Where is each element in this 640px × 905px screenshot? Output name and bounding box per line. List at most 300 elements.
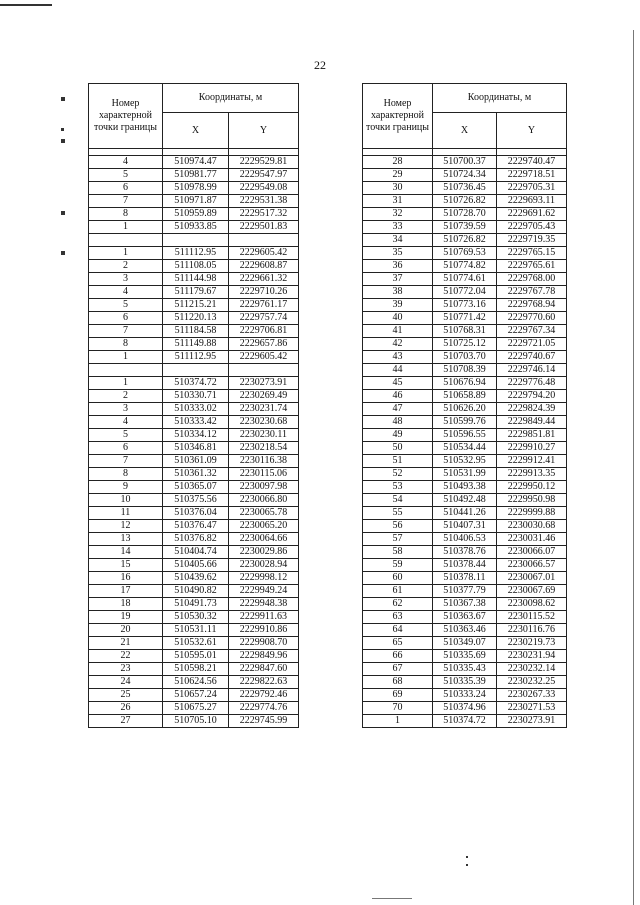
x-coordinate-cell: 510335.39 — [433, 676, 497, 689]
table-row — [363, 507, 567, 520]
x-coordinate-cell: 510724.34 — [433, 169, 497, 182]
x-coordinate-cell: 510404.74 — [163, 546, 229, 559]
table-row — [89, 429, 299, 442]
table-row — [89, 390, 299, 403]
table-row — [89, 182, 299, 195]
point-number-cell: 7 — [89, 455, 163, 468]
table-row — [89, 650, 299, 663]
y-coordinate-cell: 2230097.98 — [229, 481, 299, 494]
table-row — [363, 377, 567, 390]
point-number-cell: 56 — [363, 520, 433, 533]
table-row — [89, 507, 299, 520]
point-number-cell: 57 — [363, 533, 433, 546]
point-number-cell: 69 — [363, 689, 433, 702]
point-number-cell: 40 — [363, 312, 433, 325]
table-row — [89, 195, 299, 208]
y-coordinate-cell: 2229761.17 — [229, 299, 299, 312]
y-coordinate-cell: 2229608.87 — [229, 260, 299, 273]
point-number-cell: 26 — [89, 702, 163, 715]
x-coordinate-cell: 510596.55 — [433, 429, 497, 442]
scan-artifact-line — [0, 4, 52, 6]
point-number-cell: 5 — [89, 169, 163, 182]
x-coordinate-cell: 510768.31 — [433, 325, 497, 338]
point-number-cell: 46 — [363, 390, 433, 403]
y-coordinate-cell: 2229765.15 — [497, 247, 567, 260]
x-coordinate-cell: 510725.12 — [433, 338, 497, 351]
x-coordinate-cell: 510374.72 — [433, 715, 497, 728]
table-row — [89, 377, 299, 390]
table-row — [89, 689, 299, 702]
y-coordinate-cell: 2229998.12 — [229, 572, 299, 585]
table-row — [363, 260, 567, 273]
x-coordinate-cell: 510361.09 — [163, 455, 229, 468]
point-number-cell: 1 — [89, 247, 163, 260]
table-row — [89, 572, 299, 585]
table-row — [363, 481, 567, 494]
table-row — [89, 312, 299, 325]
point-number-cell: 55 — [363, 507, 433, 520]
y-coordinate-cell: 2229908.70 — [229, 637, 299, 650]
x-coordinate-cell: 510363.46 — [433, 624, 497, 637]
x-coordinate-cell: 510708.39 — [433, 364, 497, 377]
x-coordinate-cell: 510378.44 — [433, 559, 497, 572]
table-row — [89, 533, 299, 546]
table-row — [89, 364, 299, 377]
table-row — [363, 156, 567, 169]
point-number-cell: 32 — [363, 208, 433, 221]
y-coordinate-cell: 2230273.91 — [497, 715, 567, 728]
y-coordinate-cell: 2229851.81 — [497, 429, 567, 442]
x-coordinate-cell: 510658.89 — [433, 390, 497, 403]
y-coordinate-cell: 2229531.38 — [229, 195, 299, 208]
y-coordinate-cell: 2229949.24 — [229, 585, 299, 598]
table-row — [363, 286, 567, 299]
point-number-cell: 23 — [89, 663, 163, 676]
x-coordinate-cell: 510774.82 — [433, 260, 497, 273]
table-row — [89, 494, 299, 507]
table-row — [363, 520, 567, 533]
table-row — [89, 156, 299, 169]
table-row — [89, 247, 299, 260]
x-coordinate-cell: 510376.04 — [163, 507, 229, 520]
y-coordinate-cell: 2230066.07 — [497, 546, 567, 559]
x-coordinate-cell: 510378.11 — [433, 572, 497, 585]
table-row — [363, 195, 567, 208]
point-number-cell: 21 — [89, 637, 163, 650]
x-coordinate-cell — [163, 234, 229, 247]
coordinates-header: Координаты, м — [433, 84, 567, 113]
point-number-cell: 14 — [89, 546, 163, 559]
table-row — [89, 234, 299, 247]
table-row — [363, 702, 567, 715]
y-coordinate-cell: 2229767.78 — [497, 286, 567, 299]
y-coordinate-cell: 2230231.94 — [497, 650, 567, 663]
point-number-cell: 43 — [363, 351, 433, 364]
y-coordinate-cell: 2229691.62 — [497, 208, 567, 221]
x-coordinate-cell: 510405.66 — [163, 559, 229, 572]
y-coordinate-cell: 2230029.86 — [229, 546, 299, 559]
y-coordinate-cell: 2230232.14 — [497, 663, 567, 676]
table-row — [363, 689, 567, 702]
point-number-cell: 9 — [89, 481, 163, 494]
point-number-cell: 8 — [89, 468, 163, 481]
y-column-header: Y — [229, 113, 299, 149]
y-coordinate-cell: 2229710.26 — [229, 286, 299, 299]
y-coordinate-cell: 2229605.42 — [229, 247, 299, 260]
y-coordinate-cell: 2229847.60 — [229, 663, 299, 676]
coordinates-table-left — [88, 83, 299, 728]
x-coordinate-cell: 510981.77 — [163, 169, 229, 182]
x-coordinate-cell: 510532.61 — [163, 637, 229, 650]
point-number-cell: 13 — [89, 533, 163, 546]
point-number-cell — [89, 364, 163, 377]
scan-artifact-dot — [61, 211, 65, 215]
x-coordinate-cell: 510773.16 — [433, 299, 497, 312]
point-number-cell: 5 — [89, 299, 163, 312]
y-coordinate-cell: 2229719.35 — [497, 234, 567, 247]
y-coordinate-cell: 2230067.01 — [497, 572, 567, 585]
table-row — [363, 494, 567, 507]
table-row — [89, 702, 299, 715]
point-number-cell: 53 — [363, 481, 433, 494]
x-coordinate-cell: 510333.02 — [163, 403, 229, 416]
table-row — [89, 208, 299, 221]
scan-artifact-line — [372, 898, 412, 899]
table-row — [89, 663, 299, 676]
y-coordinate-cell — [229, 234, 299, 247]
point-number-cell: 51 — [363, 455, 433, 468]
y-coordinate-cell: 2229849.44 — [497, 416, 567, 429]
table-row — [89, 442, 299, 455]
x-coordinate-cell: 510361.32 — [163, 468, 229, 481]
point-number-cell: 31 — [363, 195, 433, 208]
point-number-cell: 12 — [89, 520, 163, 533]
x-coordinate-cell: 510974.47 — [163, 156, 229, 169]
point-number-cell: 6 — [89, 182, 163, 195]
table-row — [363, 182, 567, 195]
point-number-cell: 64 — [363, 624, 433, 637]
point-number-cell: 47 — [363, 403, 433, 416]
y-coordinate-cell: 2229657.86 — [229, 338, 299, 351]
point-number-cell: 34 — [363, 234, 433, 247]
table-row — [89, 624, 299, 637]
x-coordinate-cell: 510736.45 — [433, 182, 497, 195]
point-number-header: Номер характерной точки границы — [89, 84, 163, 149]
x-coordinate-cell: 510333.24 — [433, 689, 497, 702]
point-number-cell: 58 — [363, 546, 433, 559]
table-row — [363, 624, 567, 637]
x-column-header: X — [433, 113, 497, 149]
point-number-cell: 10 — [89, 494, 163, 507]
point-number-cell: 24 — [89, 676, 163, 689]
x-coordinate-cell: 510406.53 — [433, 533, 497, 546]
y-coordinate-cell: 2229767.34 — [497, 325, 567, 338]
point-number-cell: 22 — [89, 650, 163, 663]
table-row — [363, 585, 567, 598]
table-row — [363, 637, 567, 650]
point-number-cell: 11 — [89, 507, 163, 520]
table-row — [363, 650, 567, 663]
y-coordinate-cell: 2229768.94 — [497, 299, 567, 312]
point-number-cell: 5 — [89, 429, 163, 442]
point-number-cell: 1 — [89, 377, 163, 390]
x-coordinate-cell: 510598.21 — [163, 663, 229, 676]
table-row — [363, 715, 567, 728]
point-number-cell: 7 — [89, 195, 163, 208]
x-coordinate-cell: 510531.99 — [433, 468, 497, 481]
x-coordinate-cell: 510493.38 — [433, 481, 497, 494]
y-coordinate-cell: 2230031.46 — [497, 533, 567, 546]
point-number-cell: 39 — [363, 299, 433, 312]
table-row — [89, 325, 299, 338]
point-number-cell: 3 — [89, 273, 163, 286]
table-row — [363, 533, 567, 546]
x-coordinate-cell: 510703.70 — [433, 351, 497, 364]
x-coordinate-cell: 511220.13 — [163, 312, 229, 325]
y-coordinate-cell: 2229661.32 — [229, 273, 299, 286]
point-number-cell: 41 — [363, 325, 433, 338]
table-row — [89, 338, 299, 351]
point-number-cell: 42 — [363, 338, 433, 351]
y-coordinate-cell: 2229746.14 — [497, 364, 567, 377]
x-coordinate-cell: 510971.87 — [163, 195, 229, 208]
point-number-cell: 15 — [89, 559, 163, 572]
table-row — [363, 468, 567, 481]
x-coordinate-cell: 510374.72 — [163, 377, 229, 390]
x-coordinate-cell: 510774.61 — [433, 273, 497, 286]
table-row — [89, 585, 299, 598]
y-coordinate-cell: 2229740.67 — [497, 351, 567, 364]
scan-artifact-dot — [61, 139, 65, 143]
y-coordinate-cell: 2230232.25 — [497, 676, 567, 689]
x-coordinate-cell: 510334.12 — [163, 429, 229, 442]
point-number-cell: 63 — [363, 611, 433, 624]
x-coordinate-cell: 510335.69 — [433, 650, 497, 663]
x-coordinate-cell: 510491.73 — [163, 598, 229, 611]
y-coordinate-cell: 2229718.51 — [497, 169, 567, 182]
y-coordinate-cell: 2229794.20 — [497, 390, 567, 403]
y-coordinate-cell: 2230098.62 — [497, 598, 567, 611]
point-number-cell: 60 — [363, 572, 433, 585]
y-coordinate-cell: 2229501.83 — [229, 221, 299, 234]
point-number-cell: 8 — [89, 208, 163, 221]
x-column-header: X — [163, 113, 229, 149]
x-coordinate-cell: 510626.20 — [433, 403, 497, 416]
point-number-cell: 1 — [89, 351, 163, 364]
y-coordinate-cell: 2229948.38 — [229, 598, 299, 611]
y-coordinate-cell: 2230269.49 — [229, 390, 299, 403]
x-coordinate-cell: 511179.67 — [163, 286, 229, 299]
point-number-cell: 16 — [89, 572, 163, 585]
table-row — [363, 416, 567, 429]
y-coordinate-cell: 2229605.42 — [229, 351, 299, 364]
x-coordinate-cell: 510441.26 — [433, 507, 497, 520]
point-number-cell: 36 — [363, 260, 433, 273]
x-coordinate-cell: 510728.70 — [433, 208, 497, 221]
x-coordinate-cell: 510346.81 — [163, 442, 229, 455]
x-coordinate-cell: 511144.98 — [163, 273, 229, 286]
x-coordinate-cell: 510624.56 — [163, 676, 229, 689]
table-row — [363, 351, 567, 364]
point-number-cell: 45 — [363, 377, 433, 390]
header-spacer — [89, 149, 163, 156]
y-coordinate-cell: 2229757.74 — [229, 312, 299, 325]
y-coordinate-cell — [229, 364, 299, 377]
y-coordinate-cell: 2229912.41 — [497, 455, 567, 468]
table-row — [89, 221, 299, 234]
page-number: 22 — [314, 58, 326, 72]
y-coordinate-cell: 2230028.94 — [229, 559, 299, 572]
scan-artifact-dot — [61, 97, 65, 101]
point-number-cell: 70 — [363, 702, 433, 715]
y-coordinate-cell: 2229913.35 — [497, 468, 567, 481]
y-coordinate-cell: 2230066.57 — [497, 559, 567, 572]
table-row — [363, 429, 567, 442]
y-coordinate-cell: 2230064.66 — [229, 533, 299, 546]
x-coordinate-cell: 510333.42 — [163, 416, 229, 429]
y-coordinate-cell: 2230230.68 — [229, 416, 299, 429]
table-row — [363, 403, 567, 416]
point-number-cell: 18 — [89, 598, 163, 611]
table-row — [363, 273, 567, 286]
y-coordinate-cell: 2230115.52 — [497, 611, 567, 624]
y-coordinate-cell: 2229910.86 — [229, 624, 299, 637]
table-row — [363, 325, 567, 338]
scan-artifact-dot — [61, 251, 65, 255]
x-coordinate-cell: 510374.96 — [433, 702, 497, 715]
table-row — [89, 520, 299, 533]
y-coordinate-cell: 2229822.63 — [229, 676, 299, 689]
point-number-cell: 19 — [89, 611, 163, 624]
y-coordinate-cell: 2229774.76 — [229, 702, 299, 715]
y-coordinate-cell: 2229693.11 — [497, 195, 567, 208]
header-spacer — [229, 149, 299, 156]
y-coordinate-cell: 2229776.48 — [497, 377, 567, 390]
y-coordinate-cell: 2230116.76 — [497, 624, 567, 637]
y-coordinate-cell: 2230219.73 — [497, 637, 567, 650]
table-row — [363, 221, 567, 234]
x-coordinate-cell: 510726.82 — [433, 234, 497, 247]
table-row — [363, 611, 567, 624]
point-number-cell: 1 — [89, 221, 163, 234]
point-number-cell: 49 — [363, 429, 433, 442]
point-number-cell: 2 — [89, 390, 163, 403]
point-number-cell: 50 — [363, 442, 433, 455]
point-number-cell: 3 — [89, 403, 163, 416]
y-coordinate-cell: 2230065.78 — [229, 507, 299, 520]
table-row — [363, 663, 567, 676]
point-number-cell: 4 — [89, 416, 163, 429]
point-number-header: Номер характерной точки границы — [363, 84, 433, 149]
table-row — [363, 598, 567, 611]
table-row — [363, 442, 567, 455]
x-coordinate-cell: 510534.44 — [433, 442, 497, 455]
x-coordinate-cell: 510772.04 — [433, 286, 497, 299]
table-row — [363, 247, 567, 260]
table-row — [363, 572, 567, 585]
scan-artifact-dot — [61, 128, 64, 131]
table-row — [89, 559, 299, 572]
point-number-cell: 20 — [89, 624, 163, 637]
y-coordinate-cell: 2229950.12 — [497, 481, 567, 494]
y-coordinate-cell: 2230066.80 — [229, 494, 299, 507]
y-column-header: Y — [497, 113, 567, 149]
y-coordinate-cell: 2230030.68 — [497, 520, 567, 533]
x-coordinate-cell: 510377.79 — [433, 585, 497, 598]
point-number-cell: 62 — [363, 598, 433, 611]
point-number-cell: 48 — [363, 416, 433, 429]
x-coordinate-cell: 510739.59 — [433, 221, 497, 234]
table-row — [363, 676, 567, 689]
y-coordinate-cell: 2230273.91 — [229, 377, 299, 390]
y-coordinate-cell: 2229721.05 — [497, 338, 567, 351]
x-coordinate-cell: 511149.88 — [163, 338, 229, 351]
y-coordinate-cell: 2230267.33 — [497, 689, 567, 702]
table-row — [89, 468, 299, 481]
x-coordinate-cell: 510367.38 — [433, 598, 497, 611]
x-coordinate-cell: 510378.76 — [433, 546, 497, 559]
header-spacer — [433, 149, 497, 156]
point-number-cell: 6 — [89, 312, 163, 325]
x-coordinate-cell: 510959.89 — [163, 208, 229, 221]
point-number-cell: 17 — [89, 585, 163, 598]
point-number-cell: 33 — [363, 221, 433, 234]
x-coordinate-cell: 510705.10 — [163, 715, 229, 728]
point-number-cell: 25 — [89, 689, 163, 702]
y-coordinate-cell: 2230231.74 — [229, 403, 299, 416]
x-coordinate-cell — [163, 364, 229, 377]
x-coordinate-cell: 510933.85 — [163, 221, 229, 234]
point-number-cell: 61 — [363, 585, 433, 598]
table-row — [89, 169, 299, 182]
table-row — [89, 286, 299, 299]
y-coordinate-cell: 2229770.60 — [497, 312, 567, 325]
table-row — [89, 715, 299, 728]
table-row — [89, 416, 299, 429]
table-row — [89, 676, 299, 689]
table-row — [363, 312, 567, 325]
header-spacer — [497, 149, 567, 156]
table-row — [89, 455, 299, 468]
x-coordinate-cell: 510363.67 — [433, 611, 497, 624]
y-coordinate-cell: 2229792.46 — [229, 689, 299, 702]
point-number-cell: 52 — [363, 468, 433, 481]
x-coordinate-cell: 510769.53 — [433, 247, 497, 260]
table-row — [363, 234, 567, 247]
x-coordinate-cell: 510771.42 — [433, 312, 497, 325]
table-row — [363, 455, 567, 468]
y-coordinate-cell: 2229950.98 — [497, 494, 567, 507]
coordinates-header: Координаты, м — [163, 84, 299, 113]
x-coordinate-cell: 511112.95 — [163, 351, 229, 364]
y-coordinate-cell: 2230271.53 — [497, 702, 567, 715]
point-number-cell: 68 — [363, 676, 433, 689]
x-coordinate-cell: 510349.07 — [433, 637, 497, 650]
y-coordinate-cell: 2229705.43 — [497, 221, 567, 234]
point-number-cell: 44 — [363, 364, 433, 377]
point-number-cell: 54 — [363, 494, 433, 507]
point-number-cell: 37 — [363, 273, 433, 286]
y-coordinate-cell: 2229517.32 — [229, 208, 299, 221]
x-coordinate-cell: 510675.27 — [163, 702, 229, 715]
y-coordinate-cell: 2230115.06 — [229, 468, 299, 481]
y-coordinate-cell: 2229549.08 — [229, 182, 299, 195]
table-row — [363, 208, 567, 221]
x-coordinate-cell: 510978.99 — [163, 182, 229, 195]
x-coordinate-cell: 510376.47 — [163, 520, 229, 533]
y-coordinate-cell: 2229706.81 — [229, 325, 299, 338]
y-coordinate-cell: 2229740.47 — [497, 156, 567, 169]
